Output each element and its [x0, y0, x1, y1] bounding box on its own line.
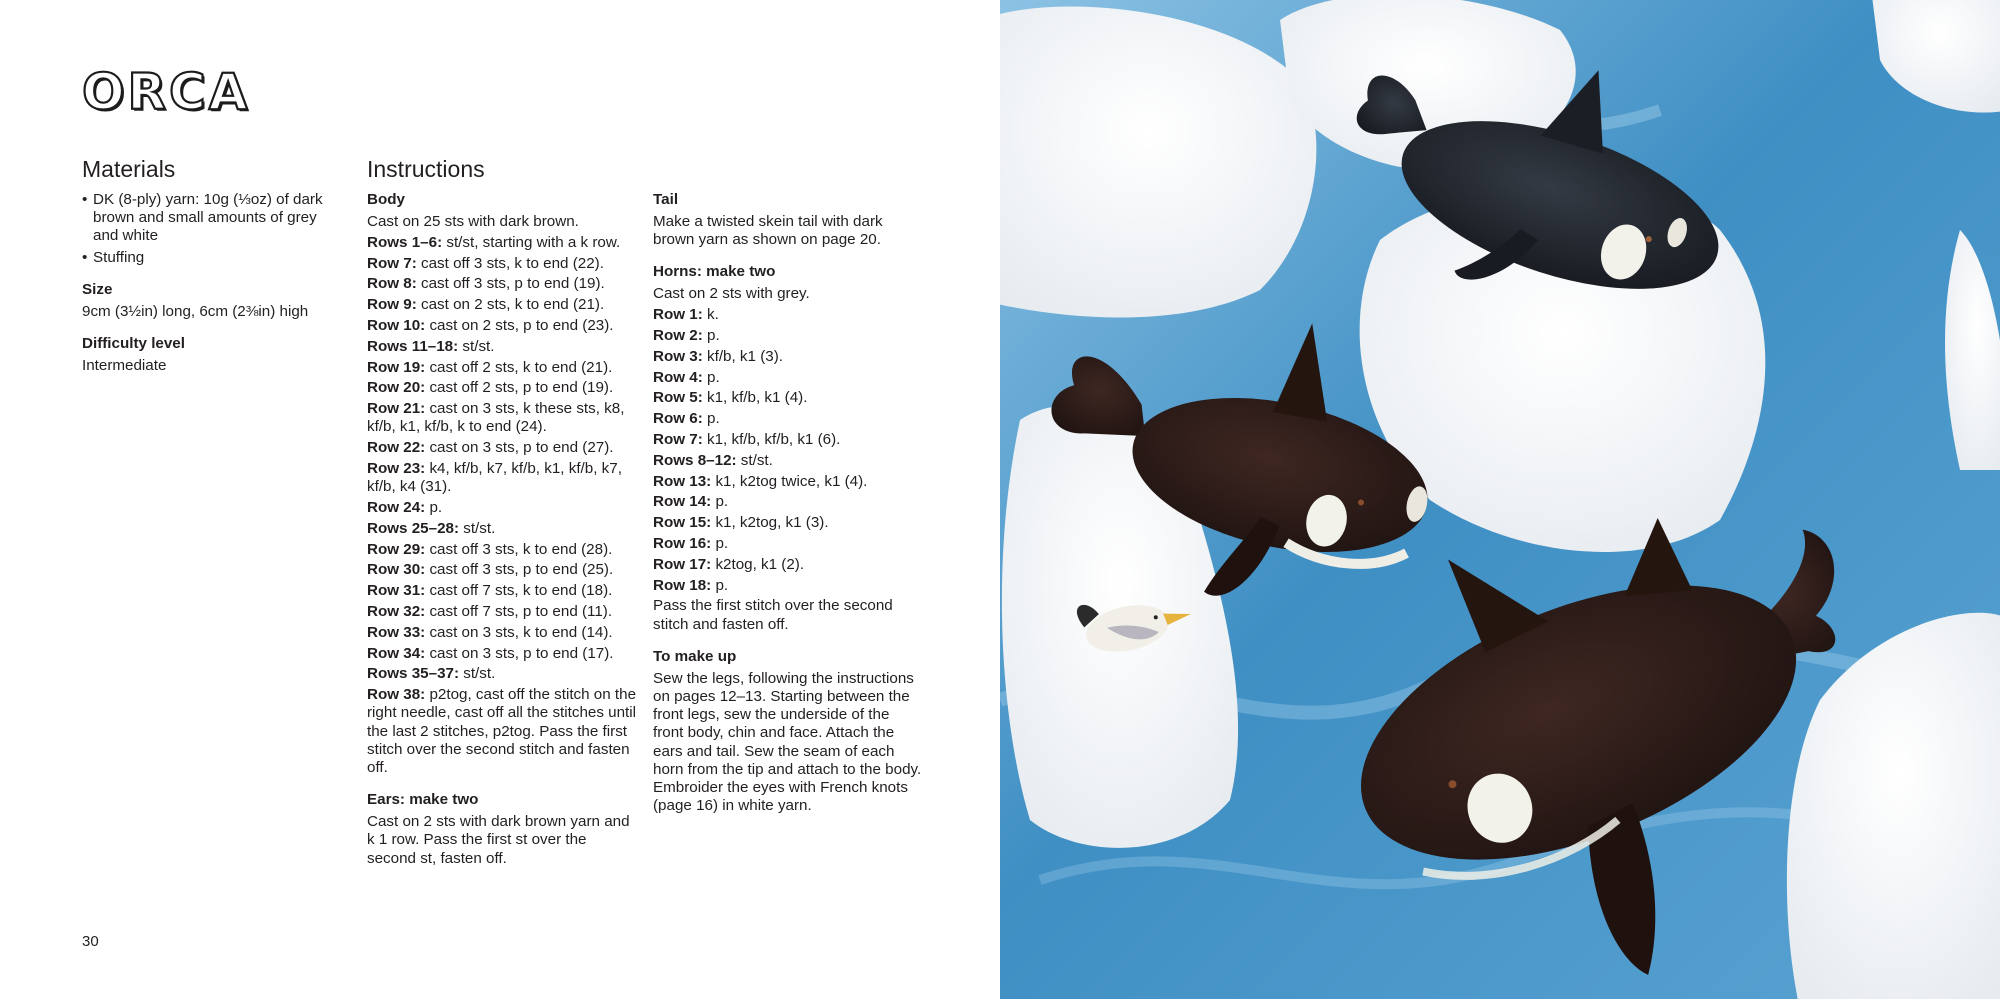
horns-step-label: Row 15:: [653, 514, 712, 532]
body-step-label: Row 22:: [367, 439, 426, 457]
tail-heading: Tail: [653, 191, 679, 208]
horns-step: [653, 306, 923, 324]
horns-step-text: k.: [702, 306, 719, 324]
body-step-text: st/st.: [458, 337, 495, 355]
body-step-label: Rows 35–37:: [367, 665, 460, 683]
body-step-text: cast off 2 sts, p to end (19).: [425, 379, 614, 397]
materials-list: [82, 191, 342, 267]
instructions-heading: Instructions: [367, 156, 485, 182]
horns-step: [653, 410, 923, 428]
horns-step: [653, 348, 923, 366]
horns-step-text: k2tog, k1 (2).: [711, 555, 805, 573]
body-step-label: Row 29:: [367, 540, 426, 558]
body-step-text: cast on 2 sts, k to end (21).: [416, 296, 605, 314]
difficulty-text: Intermediate: [82, 357, 167, 375]
horns-heading: Horns: make two: [653, 263, 776, 281]
body-step-label: Row 23:: [367, 459, 426, 477]
horns-steps: [653, 285, 923, 633]
page-number: 30: [82, 933, 99, 950]
horns-step-text: p.: [711, 493, 729, 511]
horns-step-label: Row 14:: [653, 493, 712, 511]
difficulty-heading: Difficulty level: [82, 335, 185, 353]
body-step: [367, 624, 637, 642]
body-step-text: cast off 3 sts, k to end (28).: [425, 540, 613, 558]
body-step-label: Row 30:: [367, 561, 426, 579]
horns-step-text: k1, k2tog twice, k1 (4).: [711, 472, 868, 490]
body-step-label: Row 7:: [367, 254, 417, 272]
body-step: [367, 359, 637, 377]
orca-photo-illustration: [1000, 0, 2000, 999]
body-step: [367, 234, 637, 252]
body-step: [367, 686, 637, 777]
body-section: [367, 191, 637, 777]
body-step-text: cast on 3 sts, p to end (17).: [425, 644, 614, 662]
horns-step-label: Row 2:: [653, 327, 703, 344]
difficulty-section: [82, 335, 342, 375]
body-step-label: Row 34:: [367, 644, 426, 662]
make-up-text: Sew the legs, following the instructions on pages 12–13. Starting between the front legs, sew the underside of the front body, chin and face. Attach the ears and tail. Sew the seam of each horn from the tip and attach to the body. Embroider the eyes with French knots (page 16) in white yarn.: [653, 669, 922, 815]
body-step-text: Cast on 25 sts with dark brown.: [367, 213, 579, 230]
horns-step-label: Row 18:: [653, 576, 712, 594]
make-up-section: [653, 648, 923, 816]
horns-step-label: Row 16:: [653, 534, 712, 552]
body-step-text: p.: [425, 498, 443, 516]
horns-step-label: Row 3:: [653, 347, 703, 365]
orca-photo: [1000, 0, 2000, 999]
horns-step-text: p.: [702, 410, 720, 428]
body-step-label: Row 8:: [367, 275, 417, 293]
size-text: 9cm (3½in) long, 6cm (2⅜in) high: [82, 302, 309, 320]
horns-step-text: Pass the first stitch over the second stitch and fasten off.: [653, 597, 893, 633]
body-step: [367, 582, 637, 600]
body-step: [367, 665, 637, 683]
body-step-text: cast off 3 sts, k to end (22).: [416, 254, 604, 272]
body-step-label: Row 38:: [367, 686, 426, 704]
size-section: [82, 281, 342, 321]
body-step-text: k4, kf/b, k7, kf/b, k1, kf/b, k7, kf/b, k4 (31).: [367, 459, 622, 496]
body-step: [367, 645, 637, 663]
horns-step: [653, 389, 923, 407]
tail-text: Make a twisted skein tail with dark brown yarn as shown on page 20.: [653, 213, 883, 249]
horns-step: [653, 493, 923, 511]
page-title: ORCA: [82, 63, 251, 121]
body-step: [367, 213, 637, 231]
horns-step-label: Rows 8–12:: [653, 451, 737, 469]
body-step: [367, 296, 637, 314]
ears-heading: Ears: make two: [367, 791, 479, 809]
horns-step-label: Row 17:: [653, 555, 712, 573]
horns-step: [653, 473, 923, 491]
materials-heading: Materials: [82, 156, 176, 182]
body-step-text: cast on 2 sts, p to end (23).: [425, 316, 614, 334]
body-step-label: Row 32:: [367, 602, 426, 620]
body-step-text: p2tog, cast off the stitch on the right needle, cast off all the stitches until the last 2 stitches, p2tog. Pass the first stitch over the second stitch and fasten off.: [367, 686, 637, 776]
body-step-label: Row 24:: [367, 498, 426, 516]
horns-step-label: Row 6:: [653, 410, 703, 428]
body-step-text: cast off 7 sts, k to end (18).: [425, 582, 613, 600]
body-step-label: Row 20:: [367, 379, 426, 397]
body-step-label: Row 21:: [367, 400, 426, 418]
horns-step-text: p.: [711, 576, 729, 594]
horns-step-label: Row 7:: [653, 430, 703, 448]
horns-step: [653, 514, 923, 532]
horns-step-label: Row 1:: [653, 306, 703, 324]
body-step-text: st/st, starting with a k row.: [442, 233, 621, 251]
horns-step-text: p.: [702, 327, 720, 344]
body-step: [367, 541, 637, 559]
horns-step-text: kf/b, k1 (3).: [702, 347, 783, 365]
horns-step-label: Row 13:: [653, 472, 712, 490]
body-step: [367, 460, 637, 496]
horns-step-text: p.: [711, 534, 729, 552]
body-step-text: st/st.: [459, 519, 496, 537]
body-step-text: cast off 3 sts, p to end (25).: [425, 561, 614, 579]
horns-step: [653, 431, 923, 449]
body-step: [367, 499, 637, 517]
horns-step-text: k1, k2tog, k1 (3).: [711, 514, 829, 532]
horns-step: [653, 577, 923, 595]
body-step-label: Row 31:: [367, 582, 426, 600]
horns-step-text: k1, kf/b, kf/b, k1 (6).: [702, 430, 841, 448]
horns-step-text: Cast on 2 sts with grey.: [653, 285, 810, 303]
body-step: [367, 561, 637, 579]
tail-section: [653, 191, 923, 249]
horns-step: [653, 535, 923, 553]
horns-step: [653, 285, 923, 303]
body-step-text: cast off 7 sts, p to end (11).: [425, 602, 613, 620]
horns-step-label: Row 4:: [653, 368, 703, 386]
body-heading: Body: [367, 191, 405, 208]
body-step-text: cast on 3 sts, k to end (14).: [425, 623, 613, 641]
make-up-heading: To make up: [653, 647, 737, 665]
horns-step-label: Row 5:: [653, 389, 703, 407]
body-step-text: st/st.: [459, 665, 496, 683]
horns-step-text: p.: [702, 368, 720, 386]
horns-step-text: st/st.: [736, 451, 773, 469]
horns-step: [653, 452, 923, 470]
body-step-text: cast on 3 sts, k these sts, k8, kf/b, k1, kf/b, k to end (24).: [367, 400, 625, 436]
ears-section: [367, 791, 637, 868]
body-step: [367, 603, 637, 621]
body-step: [367, 255, 637, 273]
instructions-column-2: [653, 191, 923, 829]
body-step: [367, 338, 637, 356]
body-step: [367, 400, 637, 436]
horns-step: [653, 327, 923, 345]
body-step-label: Row 19:: [367, 358, 426, 376]
materials-column: [82, 155, 342, 389]
horns-step: [653, 597, 923, 633]
body-step-text: cast on 3 sts, p to end (27).: [425, 439, 614, 457]
body-step-label: Row 10:: [367, 316, 426, 334]
body-step: [367, 520, 637, 538]
body-step-label: Rows 11–18:: [367, 337, 459, 355]
body-step-text: cast off 2 sts, k to end (21).: [425, 358, 613, 376]
body-step: [367, 317, 637, 335]
materials-item: • DK (8-ply) yarn: 10g (⅓oz) of dark brown and small amounts of grey and white: [82, 191, 342, 246]
body-step: [367, 439, 637, 457]
instructions-column: [367, 155, 637, 882]
body-step-label: Rows 1–6:: [367, 233, 443, 251]
materials-item: • Stuffing: [82, 249, 342, 267]
body-step-label: Rows 25–28:: [367, 519, 460, 537]
body-step: [367, 379, 637, 397]
horns-step: [653, 556, 923, 574]
body-step-label: Row 33:: [367, 623, 426, 641]
size-heading: Size: [82, 280, 113, 298]
body-step-label: Row 9:: [367, 296, 417, 314]
ears-text: Cast on 2 sts with dark brown yarn and k 1 row. Pass the first st over the second st, fasten off.: [367, 813, 630, 867]
body-step-text: cast off 3 sts, p to end (19).: [416, 275, 605, 293]
body-step: [367, 275, 637, 293]
horns-step: [653, 369, 923, 387]
horns-step-text: k1, kf/b, k1 (4).: [702, 389, 808, 407]
horns-section: [653, 263, 923, 633]
body-steps: [367, 213, 637, 777]
